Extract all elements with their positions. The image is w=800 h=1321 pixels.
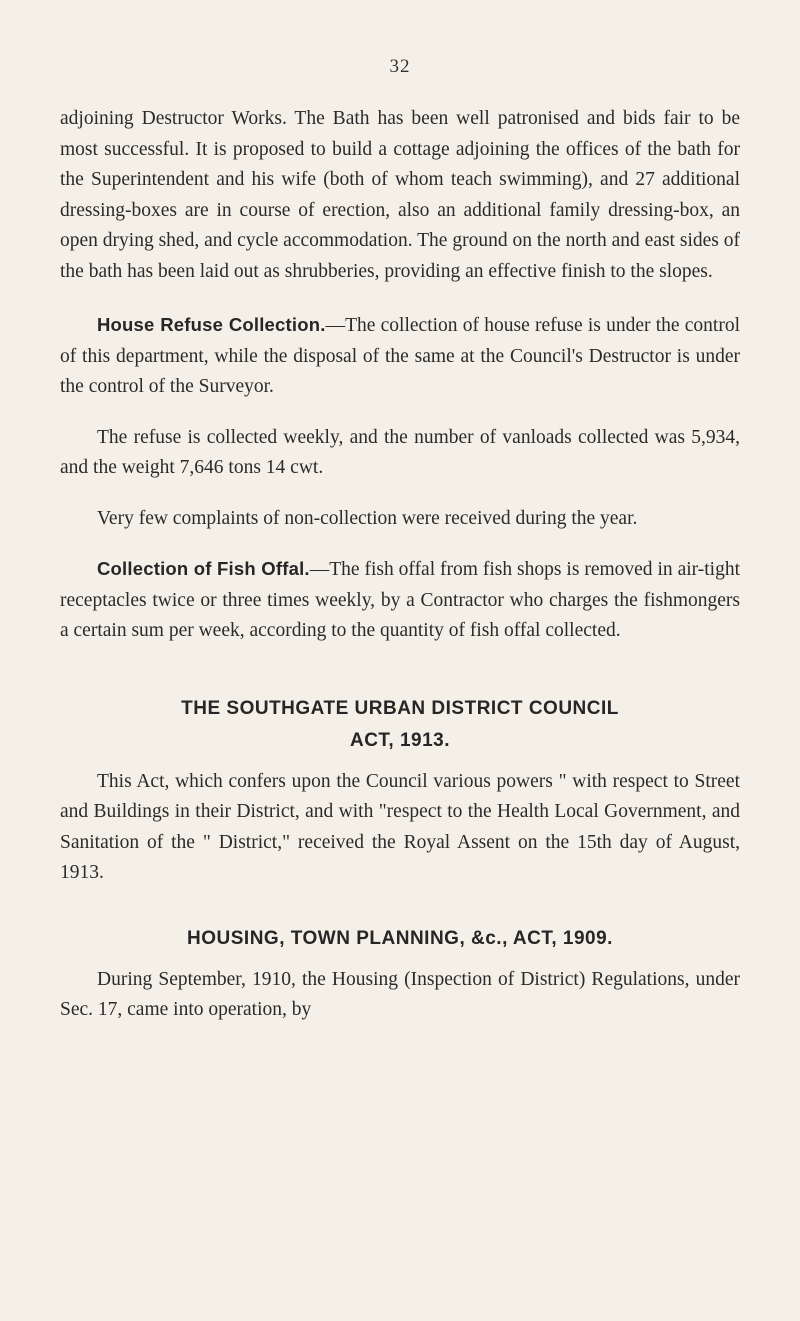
bath-paragraph: adjoining Destructor Works. The Bath has been well patronised and bids fair to be most successful. It is proposed to build a cottage adjoining the offices of the bath for the Superintendent and his wife (both of whom teach swimming), and 27 additional dressing-boxes are in course of erection, also an additional family dressing-box, an open drying shed, and cycle accommodation. The ground on the north and east sides of the bath has been laid out as shrubberies, providing an effective finish to the slopes.	[60, 108, 740, 282]
act-section-title-line2: ACT, 1913.	[349, 729, 451, 751]
housing-paragraph: During September, 1910, the Housing (Inspection of District) Regulations, under Sec. 17, came into operation, by	[60, 968, 740, 1020]
page-number: 32	[389, 56, 411, 77]
fish-offal-text: —The fish offal from fish shops is removed in air-tight receptacles twice or three times weekly, by a Contractor who charges the fishmongers a certain sum per week, according to the quantity of fish offal collected.	[60, 559, 740, 641]
house-refuse-text: —The collection of house refuse is under the control of this department, while the disposal of the same at the Council's Destructor is under the control of the Surveyor.	[60, 315, 740, 397]
act-paragraph: This Act, which confers upon the Council various powers " with respect to Street and Buildings in their District, and with "respect to the Health Local Government, and Sanitation of the " District," received the Royal Assent on the 15th day of August, 1913.	[60, 770, 740, 883]
housing-section-title: HOUSING, TOWN PLANNING, &c., ACT, 1909.	[187, 927, 613, 949]
house-refuse-heading: House Refuse Collection.	[97, 314, 326, 335]
fish-offal-heading: Collection of Fish Offal.	[97, 558, 310, 579]
page-body	[60, 104, 740, 1026]
house-refuse-paragraph	[60, 310, 740, 403]
act-section-title-line1: THE SOUTHGATE URBAN DISTRICT COUNCIL	[181, 697, 619, 719]
complaints-paragraph: Very few complaints of non-collection were received during the year.	[97, 507, 638, 529]
fish-offal-paragraph	[60, 554, 740, 647]
refuse-weight-paragraph: The refuse is collected weekly, and the number of vanloads collected was 5,934, and the weight 7,646 tons 14 cwt.	[60, 426, 740, 478]
